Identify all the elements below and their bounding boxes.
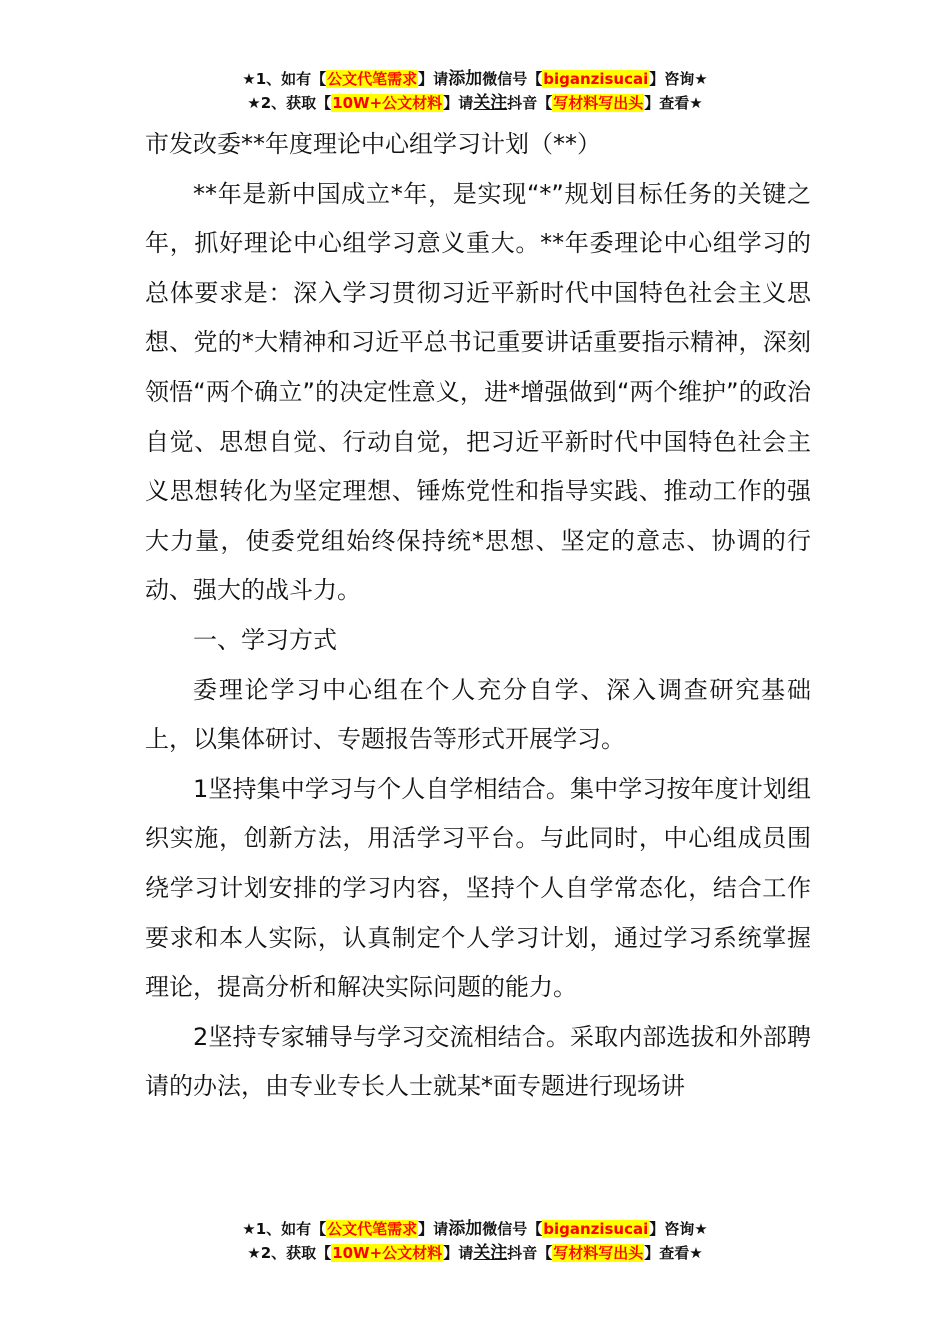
- highlight-wechat-id: biganzisucai: [543, 70, 649, 88]
- document-title: 市发改委**年度理论中心组学习计划（**）: [145, 130, 601, 158]
- banner-text: 抖音【: [507, 1244, 553, 1262]
- banner-underlined: 关注: [473, 93, 508, 113]
- highlight-materials: 10W+公文材料: [332, 1244, 443, 1262]
- banner-text: 】咨询★: [649, 1220, 708, 1238]
- paragraph-item-2: 2坚持专家辅导与学习交流相结合。采取内部选拔和外部聘请的办法，由专业专长人士就某*面专题进行现场讲: [145, 1022, 811, 1101]
- highlight-douyin-account: 写材料写出头: [553, 1244, 644, 1262]
- header-banner: [0, 67, 950, 115]
- footer-banner: [0, 1217, 950, 1265]
- banner-line-1: [0, 67, 950, 91]
- banner-text: 】请: [443, 94, 474, 112]
- banner-text: 抖音【: [507, 94, 553, 112]
- highlight-ghostwriting: 公文代笔需求: [327, 70, 418, 88]
- banner-text: 】咨询★: [649, 70, 708, 88]
- banner-text: ★1、如有【: [242, 70, 327, 88]
- paragraph-study-method: 委理论学习中心组在个人充分自学、深入调查研究基础上，以集体研讨、专题报告等形式开展学习。: [145, 675, 811, 754]
- highlight-ghostwriting: 公文代笔需求: [327, 1220, 418, 1238]
- banner-text: 】查看★: [644, 1244, 703, 1262]
- paragraph-item-1: 1坚持集中学习与个人自学相结合。集中学习按年度计划组织实施，创新方法，用活学习平台。与此同时，中心组成员围绕学习计划安排的学习内容，坚持个人自学常态化，结合工作要求和本人实际，认真制定个人学习计划，通过学习系统掌握理论，提高分析和解决实际问题的能力。: [145, 774, 811, 1002]
- banner-text: 微信号【: [482, 1220, 543, 1238]
- banner-emphasis: 添加: [448, 1219, 483, 1239]
- section-heading-study-method: 一、学习方式: [193, 625, 337, 654]
- banner-text: 】查看★: [644, 94, 703, 112]
- banner-underlined: 关注: [473, 1243, 508, 1263]
- banner-text: ★1、如有【: [242, 1220, 327, 1238]
- highlight-materials: 10W+公文材料: [332, 94, 443, 112]
- banner-line-2: [0, 1241, 950, 1265]
- banner-text: 】请: [418, 70, 449, 88]
- banner-emphasis: 添加: [448, 69, 483, 89]
- banner-text: ★2、获取【: [247, 1244, 332, 1262]
- banner-text: 】请: [418, 1220, 449, 1238]
- highlight-douyin-account: 写材料写出头: [553, 94, 644, 112]
- banner-text: 微信号【: [482, 70, 543, 88]
- banner-line-1: [0, 1217, 950, 1241]
- banner-text: 】请: [443, 1244, 474, 1262]
- banner-text: ★2、获取【: [247, 94, 332, 112]
- document-body: [145, 120, 811, 1112]
- banner-line-2: [0, 91, 950, 115]
- paragraph-intro: **年是新中国成立*年，是实现“*”规划目标任务的关键之年，抓好理论中心组学习意义重大。**年委理论中心组学习的总体要求是：深入学习贯彻习近平新时代中国特色社会主义思想、党的*大精神和习近平总书记重要讲话重要指示精神，深刻领悟“两个确立”的决定性意义，进*增强做到“两个维护”的政治自觉、思想自觉、行动自觉，把习近平新时代中国特色社会主义思想转化为坚定理想、锤炼党性和指导实践、推动工作的强大力量，使委党组始终保持统*思想、坚定的意志、协调的行动、强大的战斗力。: [145, 179, 811, 605]
- highlight-wechat-id: biganzisucai: [543, 1220, 649, 1238]
